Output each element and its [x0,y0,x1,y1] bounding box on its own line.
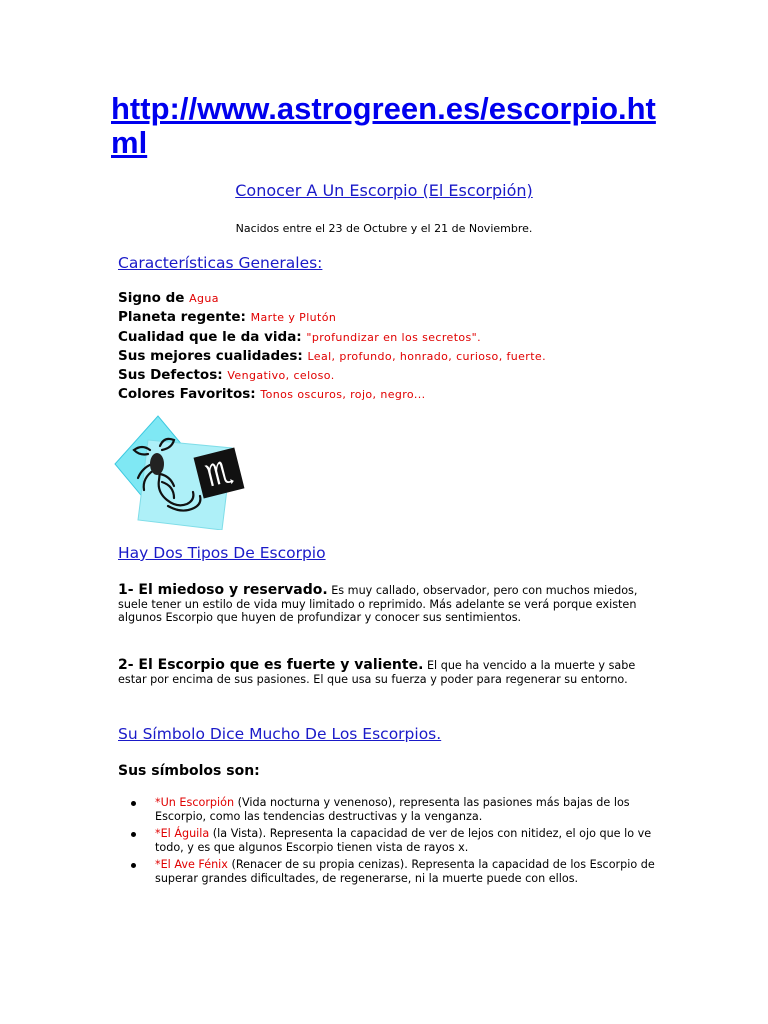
fact-label: Cualidad que le da vida: [118,328,307,345]
type-2-text: El que ha vencido a la muerte y sabe estar por encima de sus pasiones. El que usa su fuerza y poder para regenerar su entorno. [118,659,636,686]
fact-quality [118,328,546,347]
symbol-item-phoenix [118,858,658,885]
fact-sign [118,289,546,308]
type-1-paragraph [118,584,666,625]
symbols-subheading: Sus símbolos son: [118,763,260,779]
type-2-lead: 2- El Escorpio que es fuerte y valiente. [118,657,424,673]
characteristics-list [118,289,546,405]
symbol-description: (la Vista). Representa la capacidad de ver de lejos con nitidez, el ojo que lo ve todo, y es que algunos Escorpio tienen vista de rayos x. [155,827,652,854]
fact-colors [118,385,546,404]
fact-label: Planeta regente: [118,309,251,326]
bullet-icon [131,832,136,837]
symbol-name: *El Águila [155,827,210,841]
bullet-icon [131,801,136,806]
fact-value: Tonos oscuros, rojo, negro... [260,388,426,402]
fact-value: "profundizar en los secretos". [306,330,482,344]
general-characteristics-heading: Características Generales: [118,254,323,272]
fact-value: Marte y Plutón [250,311,337,325]
fact-label: Sus Defectos: [118,367,228,384]
scorpio-glyph: ♏ [202,454,237,495]
fact-value: Leal, profundo, honrado, curioso, fuerte. [307,349,546,363]
birth-dates-subtitle: Nacidos entre el 23 de Octubre y el 21 de Noviembre. [235,222,533,235]
symbol-heading: Su Símbolo Dice Mucho De Los Escorpios. [118,725,442,743]
fact-label: Signo de [118,290,190,306]
symbol-description: (Renacer de su propia cenizas). Representa la capacidad de los Escorpio de superar grandes dificultades, de regenerarse, ni la muerte puede con ellos. [155,858,655,885]
fact-planet [118,308,546,327]
fact-value: Agua [189,292,219,305]
symbol-name: *Un Escorpión [155,796,235,809]
scorpio-zodiac-icon [110,412,245,530]
fact-value: Vengativo, celoso. [227,369,335,383]
page-title: Conocer A Un Escorpio (El Escorpión) [235,181,533,200]
fact-defects [118,366,546,385]
type-2-paragraph [118,659,666,686]
symbol-description: (Vida nocturna y venenoso), representa las pasiones más bajas de los Escorpio, como las tendencias destructivas y la venganza. [155,796,630,823]
symbols-list [118,796,658,890]
source-url-link[interactable]: http://www.astrogreen.es/escorpio.html [111,91,656,160]
symbol-name: *El Ave Fénix [155,858,228,872]
type-1-text: Es muy callado, observador, pero con muchos miedos, suele tener un estilo de vida muy limitado o reprimido. Más adelante se verá porque existen algunos Escorpio que huyen de profundizar y conocer sus sentimientos. [118,584,638,625]
fact-best-qualities [118,347,546,366]
symbol-item-scorpion [118,796,658,823]
fact-label: Colores Favoritos: [118,386,261,403]
types-heading: Hay Dos Tipos De Escorpio [118,544,326,562]
symbol-item-eagle [118,827,658,854]
bullet-icon [131,863,136,868]
fact-label: Sus mejores cualidades: [118,347,308,364]
type-1-lead: 1- El miedoso y reservado. [118,582,328,598]
